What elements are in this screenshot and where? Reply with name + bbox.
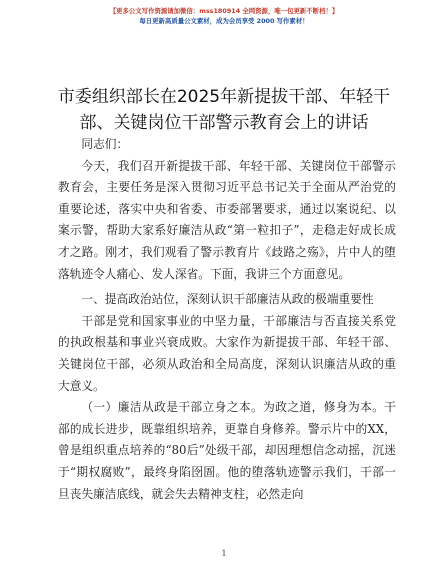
salutation: 同志们：: [81, 137, 129, 151]
paragraph-3: （一）廉洁从政是干部立身之本。为政之道，修身为本。干部的成长进步，既靠组织培养，更靠自身修养。警示片中的XX，曾是组织重点培养的“80后”处级干部，却因理想信念动摇，沉迷于“期权腐败”，最终身陷囹圄。他的堕落轨迹警示我们，干部一旦丧失廉洁底线，就会失去精神支柱，必然走向: [58, 400, 396, 501]
paragraph-intro: 今天，我们召开新提拔干部、年轻干部、关键岗位干部警示教育会，主要任务是深入贯彻习近平总书记关于全面从严治党的重要论述，落实中央和省委、市委部署要求，通过以案说纪、以案示警，帮助大家系好廉洁从政“第一粒扣子”，走稳走好成长成才之路。刚才，我们观看了警示教育片《歧路之殇》，片中人的堕落轨迹令人痛心、发人深省。下面，我讲三个方面意见。: [58, 158, 396, 281]
document-body: [58, 134, 396, 505]
document-title: [40, 84, 408, 136]
promo-banner-line1: 【更多公文写作资源请加微信：mss180914 全网资源，唯一包更新不断档！】: [109, 7, 339, 15]
section-heading-1: 一、提高政治站位，深刻认识干部廉洁从政的极端重要性: [81, 292, 374, 307]
promo-banner: [0, 6, 448, 26]
title-line-1: 市委组织部长在2025年新提拔干部、年轻干: [57, 87, 391, 107]
page-number: 1: [221, 549, 227, 558]
promo-banner-line2: 每日更新高质量公文素材，成为会员享受 2000 写作素材！: [139, 17, 309, 25]
paragraph-2: 干部是党和国家事业的中坚力量，干部廉洁与否直接关系党的执政根基和事业兴衰成败。大家作为新提拔干部、年轻干部、关键岗位干部，必须从政治和全局高度，深刻认识廉洁从政的重大意义。: [58, 313, 396, 393]
title-line-2: 部、关键岗位干部警示教育会上的讲话: [79, 113, 369, 133]
